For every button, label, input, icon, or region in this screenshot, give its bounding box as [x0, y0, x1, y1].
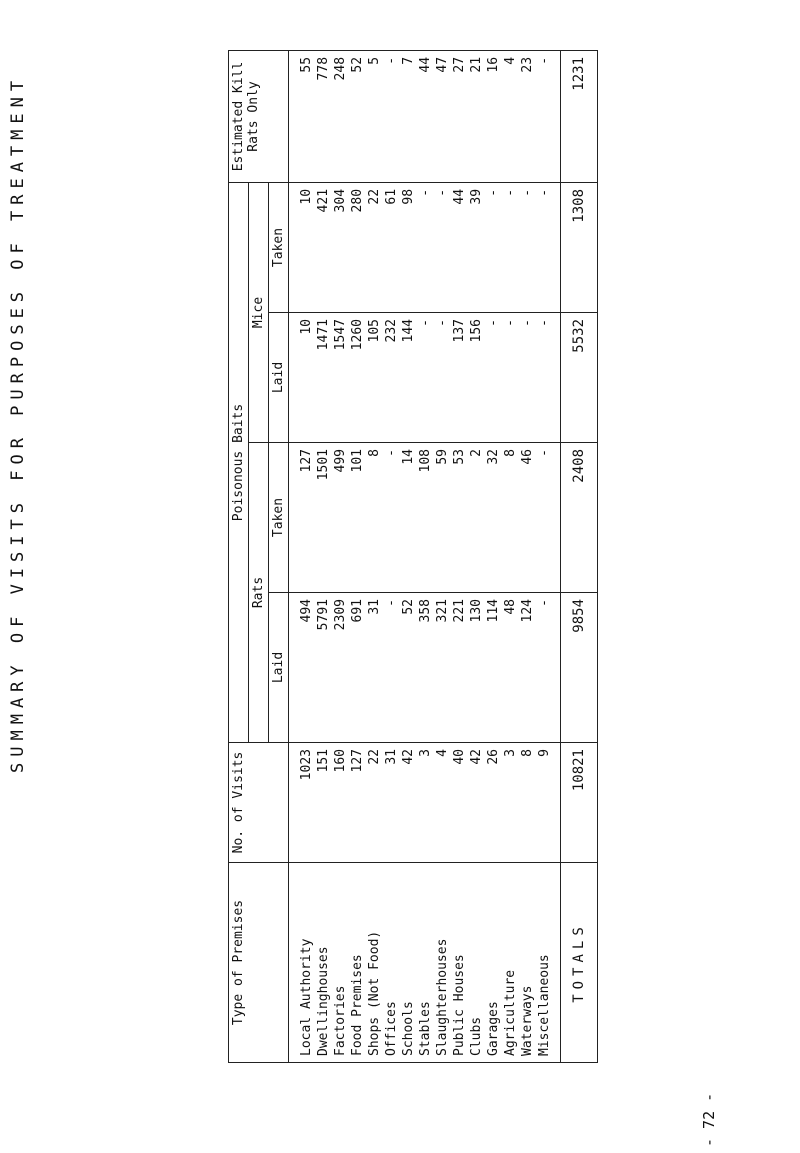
rats-laid: 5791 — [315, 593, 332, 743]
rats-taken: 127 — [289, 443, 316, 593]
header-rats-laid: Laid — [269, 593, 289, 743]
estimated-kill: - — [383, 50, 400, 182]
mice-laid: 105 — [366, 313, 383, 443]
rats-taken: 108 — [417, 443, 434, 593]
header-rats: Rats — [249, 443, 269, 743]
estimated-kill: 5 — [366, 50, 383, 182]
premises-type: Local Authority — [289, 863, 316, 1063]
mice-laid: 137 — [451, 313, 468, 443]
rats-laid: 124 — [519, 593, 536, 743]
rats-taken: 1501 — [315, 443, 332, 593]
table-body — [289, 50, 561, 1062]
table-row — [332, 50, 349, 1062]
page-heading: SUMMARY OF VISITS FOR PURPOSES OF TREATMENT — [8, 74, 28, 773]
estimated-kill: 16 — [485, 50, 502, 182]
premises-type: Food Premises — [349, 863, 366, 1063]
estimated-kill: 52 — [349, 50, 366, 182]
visits-count: 4 — [434, 743, 451, 863]
rats-laid: 691 — [349, 593, 366, 743]
rats-laid: 321 — [434, 593, 451, 743]
visits-count: 160 — [332, 743, 349, 863]
rats-taken: 2 — [468, 443, 485, 593]
table-row — [434, 50, 451, 1062]
mice-taken: 421 — [315, 182, 332, 312]
mice-laid: 232 — [383, 313, 400, 443]
table-row — [468, 50, 485, 1062]
table-row — [485, 50, 502, 1062]
table-row — [519, 50, 536, 1062]
totals-mice-laid: 5532 — [561, 313, 598, 443]
estimated-kill: 7 — [400, 50, 417, 182]
premises-type: Clubs — [468, 863, 485, 1063]
totals-rats-laid: 9854 — [561, 593, 598, 743]
totals-kill: 1231 — [561, 50, 598, 182]
page-number: - 72 - — [700, 1092, 718, 1147]
rats-taken: 32 — [485, 443, 502, 593]
table-row — [417, 50, 434, 1062]
rats-laid: 221 — [451, 593, 468, 743]
rats-taken: - — [383, 443, 400, 593]
premises-type: Public Houses — [451, 863, 468, 1063]
table-row — [400, 50, 417, 1062]
table-row — [366, 50, 383, 1062]
visits-count: 9 — [536, 743, 561, 863]
premises-type: Offices — [383, 863, 400, 1063]
mice-taken: - — [519, 182, 536, 312]
rats-taken: 101 — [349, 443, 366, 593]
mice-laid: - — [417, 313, 434, 443]
mice-laid: 10 — [289, 313, 316, 443]
visits-count: 31 — [383, 743, 400, 863]
premises-type: Schools — [400, 863, 417, 1063]
rats-laid: 2309 — [332, 593, 349, 743]
visits-count: 40 — [451, 743, 468, 863]
mice-taken: 280 — [349, 182, 366, 312]
header-estimated-kill: Estimated Kill Rats Only — [229, 50, 289, 182]
estimated-kill: 47 — [434, 50, 451, 182]
table-row — [315, 50, 332, 1062]
visits-count: 22 — [366, 743, 383, 863]
premises-type: Dwellinghouses — [315, 863, 332, 1063]
mice-laid: 1547 — [332, 313, 349, 443]
rats-taken: - — [536, 443, 561, 593]
mice-taken: - — [502, 182, 519, 312]
header-no-of-visits: No. of Visits — [229, 743, 289, 863]
mice-taken: 10 — [289, 182, 316, 312]
estimated-kill: 44 — [417, 50, 434, 182]
visits-count: 3 — [502, 743, 519, 863]
mice-taken: 22 — [366, 182, 383, 312]
rats-laid: 31 — [366, 593, 383, 743]
mice-taken: 304 — [332, 182, 349, 312]
estimated-kill: 21 — [468, 50, 485, 182]
premises-type: Agriculture — [502, 863, 519, 1063]
visits-count: 8 — [519, 743, 536, 863]
mice-taken: 98 — [400, 182, 417, 312]
visits-count: 127 — [349, 743, 366, 863]
mice-laid: - — [434, 313, 451, 443]
rats-laid: 52 — [400, 593, 417, 743]
mice-taken: 39 — [468, 182, 485, 312]
rats-taken: 46 — [519, 443, 536, 593]
premises-type: Miscellaneous — [536, 863, 561, 1063]
totals-visits: 10821 — [561, 743, 598, 863]
rats-laid: 494 — [289, 593, 316, 743]
mice-taken: - — [417, 182, 434, 312]
visits-count: 151 — [315, 743, 332, 863]
visits-count: 26 — [485, 743, 502, 863]
rats-laid: 130 — [468, 593, 485, 743]
header-type-of-premises: Type of Premises — [229, 863, 289, 1063]
rats-taken: 53 — [451, 443, 468, 593]
rats-laid: - — [383, 593, 400, 743]
rats-taken: 499 — [332, 443, 349, 593]
table-row — [289, 50, 316, 1062]
table-row — [383, 50, 400, 1062]
visits-count: 3 — [417, 743, 434, 863]
header-mice: Mice — [249, 182, 269, 442]
header-mice-taken: Taken — [269, 182, 289, 312]
mice-taken: 61 — [383, 182, 400, 312]
totals-row — [561, 50, 598, 1062]
mice-laid: - — [485, 313, 502, 443]
mice-laid: - — [536, 313, 561, 443]
totals-label: TOTALS — [561, 863, 598, 1063]
mice-taken: 44 — [451, 182, 468, 312]
mice-laid: 1471 — [315, 313, 332, 443]
totals-mice-taken: 1308 — [561, 182, 598, 312]
visits-count: 42 — [400, 743, 417, 863]
visits-count: 42 — [468, 743, 485, 863]
premises-type: Garages — [485, 863, 502, 1063]
table-row — [536, 50, 561, 1062]
rats-laid: 48 — [502, 593, 519, 743]
estimated-kill: 27 — [451, 50, 468, 182]
premises-type: Slaughterhouses — [434, 863, 451, 1063]
rats-laid: 114 — [485, 593, 502, 743]
rats-laid: 358 — [417, 593, 434, 743]
table-row — [349, 50, 366, 1062]
mice-laid: 1260 — [349, 313, 366, 443]
premises-type: Stables — [417, 863, 434, 1063]
premises-type: Waterways — [519, 863, 536, 1063]
estimated-kill: 55 — [289, 50, 316, 182]
mice-laid: - — [519, 313, 536, 443]
header-mice-laid: Laid — [269, 313, 289, 443]
rats-taken: 8 — [502, 443, 519, 593]
table-row — [502, 50, 519, 1062]
mice-taken: - — [434, 182, 451, 312]
mice-taken: - — [536, 182, 561, 312]
estimated-kill: 23 — [519, 50, 536, 182]
rats-laid: - — [536, 593, 561, 743]
estimated-kill: 248 — [332, 50, 349, 182]
header-rats-taken: Taken — [269, 443, 289, 593]
rats-taken: 59 — [434, 443, 451, 593]
rats-taken: 8 — [366, 443, 383, 593]
estimated-kill: 4 — [502, 50, 519, 182]
mice-laid: 156 — [468, 313, 485, 443]
table-row — [451, 50, 468, 1062]
totals-rats-taken: 2408 — [561, 443, 598, 593]
mice-taken: - — [485, 182, 502, 312]
visits-count: 1023 — [289, 743, 316, 863]
header-poisonous-baits: Poisonous Baits — [229, 182, 249, 742]
summary-table — [228, 50, 598, 1063]
estimated-kill: - — [536, 50, 561, 182]
rats-taken: 14 — [400, 443, 417, 593]
estimated-kill: 778 — [315, 50, 332, 182]
premises-type: Shops (Not Food) — [366, 863, 383, 1063]
premises-type: Factories — [332, 863, 349, 1063]
mice-laid: 144 — [400, 313, 417, 443]
mice-laid: - — [502, 313, 519, 443]
